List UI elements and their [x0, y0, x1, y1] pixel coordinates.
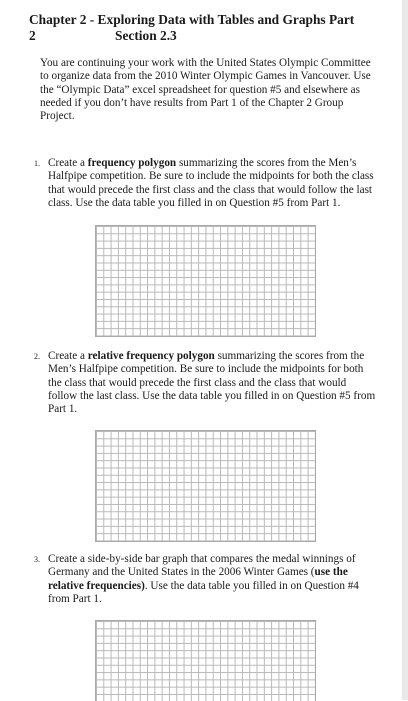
question-1-text-pre: Create a: [48, 157, 88, 169]
heading-line-1: Chapter 2 - Exploring Data with Tables and Graphs Part: [29, 12, 355, 27]
question-3-graph-paper[interactable]: [95, 620, 316, 701]
question-2-text-post: summarizing the scores from the Men’s Halfpipe competition. Be sure to include the midpoints for both the class that would precede the first class and the class that would follow the last class. Use the data table you filled in on Question #5 from Part 1.: [48, 350, 376, 416]
question-2-number: 2.: [34, 352, 40, 361]
question-1-graph-paper[interactable]: [95, 225, 316, 337]
question-2-graph-paper[interactable]: [95, 430, 316, 542]
question-3-text-post: . Use the data table you filled in on Question #4 from Part 1.: [48, 579, 359, 605]
question-1-text-post: summarizing the scores from the Men’s Halfpipe competition. Be sure to include the midpoints for both the class that would precede the first class and the class that would follow the last class. Use the data table you filled in on Question #5 from Part 1.: [48, 157, 374, 209]
heading-part-number: 2: [29, 28, 36, 43]
question-3-number: 3.: [34, 555, 40, 564]
intro-paragraph: You are continuing your work with the United States Olympic Committee to organize data from the 2010 Winter Olympic Games in Vancouver. Use the “Olympic Data” excel spreadsheet for question #5 and elsewhere as needed if you don’t have results from Part 1 of the Chapter 2 Group Project.: [40, 57, 371, 123]
heading-section: Section 2.3: [115, 28, 177, 43]
question-1-number: 1.: [34, 159, 40, 168]
question-1: [34, 157, 378, 210]
scrollbar-track[interactable]: [402, 0, 408, 700]
question-2-text-pre: Create a: [48, 350, 88, 362]
question-3-text-pre: Create a side-by-side bar graph that compares the medal winnings of Germany and the United States in the 2006 Winter Games (: [48, 553, 356, 579]
question-1-bold-term: frequency polygon: [87, 157, 177, 169]
question-2-bold-term: relative frequency polygon: [87, 350, 215, 362]
question-3-bold-term: use the relative frequencies): [48, 566, 348, 592]
question-2: [34, 350, 378, 416]
question-3: [34, 553, 378, 606]
worksheet-heading: [29, 12, 379, 44]
